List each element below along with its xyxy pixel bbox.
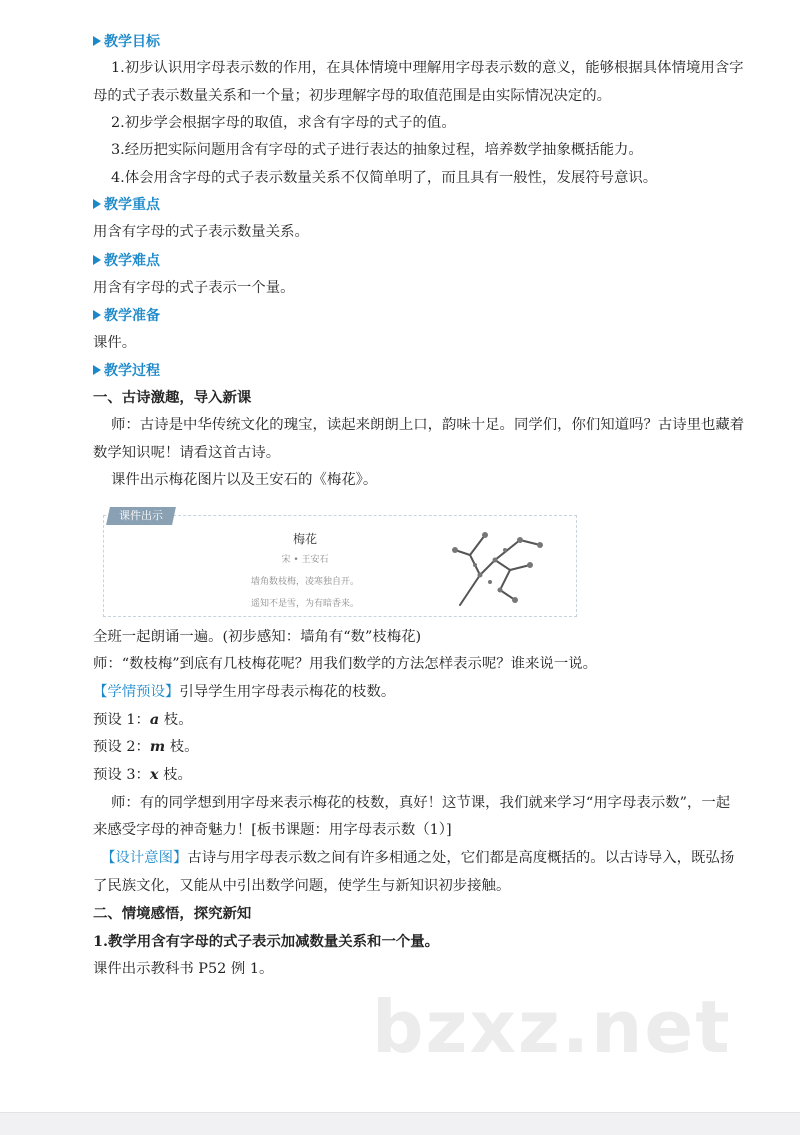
preset-variable: x <box>149 766 159 783</box>
part1-para4: 师：“数枝梅”到底有几枝梅花呢？用我们数学的方法怎样表示呢？谁来说一说。 <box>93 656 597 672</box>
preset-unit: 枝。 <box>158 767 192 783</box>
part2-title: 二、情境感悟，探究新知 <box>93 905 252 922</box>
preset-label: 预设 2： <box>93 739 150 755</box>
key-text: 用含有字母的式子表示数量关系。 <box>93 224 309 240</box>
section-heading-prep <box>93 306 740 326</box>
goal-1-line-2: 母的式子表示数量关系和一个量；初步理解字母的取值范围是由实际情况决定的。 <box>93 88 612 104</box>
heading-text: 教学难点 <box>104 253 160 269</box>
watermark: bzxz.net <box>372 985 732 1069</box>
part1-para5-line1: 师：有的同学想到用字母来表示梅花的枝数，真好！这节课，我们就来学习“用字母表示数”，一起 <box>111 795 731 811</box>
section-heading-key <box>93 195 740 215</box>
design-tag: 【设计意图】 <box>101 850 188 866</box>
design-intent-line1 <box>101 848 740 868</box>
heading-text: 教学重点 <box>104 197 160 213</box>
poem-author: 宋 • 王安石 <box>281 555 329 565</box>
goal-2: 2.初步学会根据字母的取值，求含有字母的式子的值。 <box>111 115 456 131</box>
heading-text: 教学目标 <box>104 34 160 50</box>
preset-label: 预设 1： <box>93 712 150 728</box>
triangle-bullet-icon <box>93 365 101 375</box>
part1-para1-line2: 数学知识呢！请看这首古诗。 <box>93 445 281 461</box>
courseware-tab-label: 课件出示 <box>119 509 163 522</box>
triangle-bullet-icon <box>93 255 101 265</box>
poem-line-1: 墙角数枝梅，凌寒独自开。 <box>250 577 359 587</box>
triangle-bullet-icon <box>93 199 101 209</box>
triangle-bullet-icon <box>93 310 101 320</box>
heading-text: 教学准备 <box>104 308 160 324</box>
preset-unit: 枝。 <box>159 712 193 728</box>
part2-para1: 课件出示教科书 P52 例 1。 <box>93 961 274 977</box>
preset-variable: m <box>149 738 166 755</box>
preset-tag: 【学情预设】 <box>93 684 180 700</box>
viewer-bottom-band <box>0 1112 800 1135</box>
preset-text: 引导学生用字母表示梅花的枝数。 <box>179 684 396 700</box>
goal-3: 3.经历把实际问题用含有字母的式子进行表达的抽象过程，培养数学抽象概括能力。 <box>111 142 643 158</box>
part2-subtitle-1: 1.教学用含有字母的式子表示加减数量关系和一个量。 <box>93 933 440 950</box>
design-text: 古诗与用字母表示数之间有许多相通之处，它们都是高度概括的。以古诗导入，既弘扬 <box>187 850 735 866</box>
preset-2 <box>93 737 740 757</box>
preset-variable: a <box>149 711 160 728</box>
part1-para3: 全班一起朗诵一遍。(初步感知：墙角有“数”枝梅花) <box>93 629 422 645</box>
heading-text: 教学过程 <box>104 363 160 379</box>
prep-text: 课件。 <box>93 335 137 351</box>
preset-3 <box>93 765 740 785</box>
part1-para2: 课件出示梅花图片以及王安石的《梅花》。 <box>111 472 378 488</box>
goal-1-line-1: 1.初步认识用字母表示数的作用，在具体情境中理解用字母表示数的意义，能够根据具体情境用含字 <box>111 60 744 76</box>
courseware-tab <box>106 507 176 525</box>
design-intent-line2: 了民族文化，又能从中引出数学问题，使学生与新知识初步接触。 <box>93 878 511 894</box>
section-heading-difficulty <box>93 251 740 271</box>
preset-unit: 枝。 <box>165 739 199 755</box>
poem-line-2: 遥知不是雪，为有暗香来。 <box>250 599 359 609</box>
section-heading-process <box>93 361 740 381</box>
part1-para5-line2: 来感受字母的神奇魅力！[板书课题：用字母表示数（1）] <box>93 822 452 838</box>
part1-title: 一、古诗激趣，导入新课 <box>93 389 252 406</box>
preset-1 <box>93 710 740 730</box>
poem-title: 梅花 <box>292 532 317 546</box>
part1-para1-line1: 师：古诗是中华传统文化的瑰宝，读起来朗朗上口，韵味十足。同学们，你们知道吗？古诗里也藏着 <box>111 417 745 433</box>
section-heading-goals <box>93 32 740 52</box>
goal-4: 4.体会用含字母的式子表示数量关系不仅简单明了，而且具有一般性，发展符号意识。 <box>111 170 658 186</box>
preset-intro <box>93 682 740 702</box>
plum-blossom-image <box>440 520 550 610</box>
triangle-bullet-icon <box>93 36 101 46</box>
preset-label: 预设 3： <box>93 767 150 783</box>
difficulty-text: 用含有字母的式子表示一个量。 <box>93 280 295 296</box>
